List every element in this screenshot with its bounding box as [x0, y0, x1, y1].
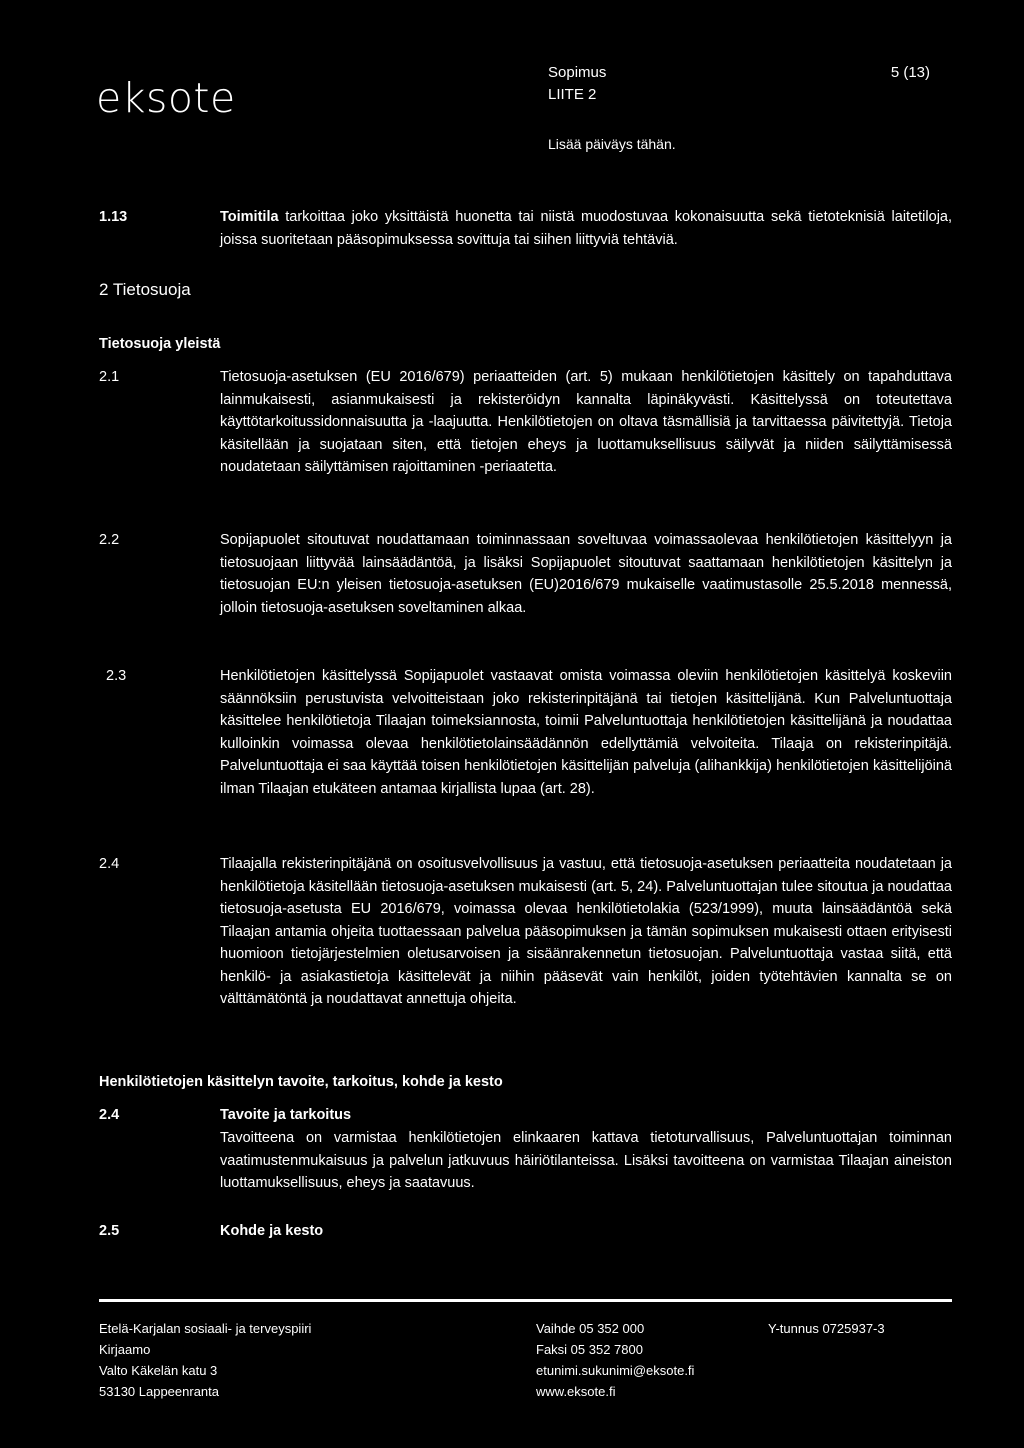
footer-email[interactable]: etunimi.sukunimi@eksote.fi	[536, 1363, 695, 1378]
footer-street: Valto Käkelän katu 3	[99, 1363, 218, 1378]
item-number: 2.2	[99, 532, 120, 548]
footer-business-id: Y-tunnus 0725937-3	[768, 1321, 885, 1336]
section-heading: Tietosuoja yleistä	[99, 336, 221, 352]
item-number: 2.3	[106, 668, 127, 684]
item-number: 2.4	[99, 856, 120, 872]
subsection-number: 2.4	[99, 1107, 120, 1123]
appendix-label: LIITE 2	[548, 86, 597, 103]
subsection-paragraph: Tavoitteena on varmistaa henkilötietojen elinkaaren kattava tietoturvallisuus, Palveluntuottajan toiminnan vaatimustenmukaisuus ja palvelun jatkuvuus häiriötilanteissa. Lisäksi tavoitteena on varmistaa Tilaajan aineiston luottamuksellisuus, eheys ja saatavuus.	[220, 1130, 952, 1191]
footer-divider	[99, 1299, 952, 1302]
date-placeholder: Lisää päiväys tähän.	[548, 136, 676, 152]
footer-website[interactable]: www.eksote.fi	[536, 1384, 616, 1399]
section-paragraph	[220, 206, 952, 251]
item-paragraph: Tilaajalla rekisterinpitäjänä on osoitusvelvollisuus ja vastuu, että tietosuoja-asetuksen periaatteita noudatetaan ja henkilötietoja käsitellään tietosuoja-asetuksen mukaisesti (art. 5, 24). Palveluntuottajan tulee sitoutua ja noudattaa tietosuoja-asetusta EU 2016/679, voimassa olevaa henkilötietolakia (523/1999), muuta lainsäädäntöä sekä Tilaajan antamia ohjeita tuottaessaan palvelua pääsopimuksen ja tämän sopimuksen mukaisesti ottaen erityisesti huomioon tietojärjestelmien oletusarvoisen ja sisäänrakennetun tietosuojan. Palveluntuottaja vastaa siitä, että henkilö- ja asiakastietoja käsittelevät ja niihin pääsevät vain henkilöt, joiden työtehtävien kannalta se on välttämätöntä ja noudattavat annettuja ohjeita.	[220, 856, 952, 1007]
chapter-title: 2 Tietosuoja	[99, 280, 191, 299]
eksote-logo: eksote	[96, 74, 236, 122]
item-paragraph: Sopijapuolet sitoutuvat noudattamaan toiminnassaan soveltuvaa voimassaolevaa henkilötietojen käsittelyyn ja tietosuojaan liittyvää lainsäädäntöä, ja lisäksi Sopijapuolet sitoutuvat saattamaan henkilötietojen käsittelyn ja tietosuojan EU:n yleisen tietosuoja-asetuksen (EU)2016/679 mukaiselle vaatimustasolle 25.5.2018 mennessä, jolloin tietosuoja-asetuksen soveltaminen alkaa.	[220, 532, 952, 616]
footer-fax: Faksi 05 352 7800	[536, 1342, 643, 1357]
item-paragraph: Tietosuoja-asetuksen (EU 2016/679) periaatteiden (art. 5) mukaan henkilötietojen käsittely on tapahduttava lainmukaisesti, asianmukaisesti ja rekisteröidyn kannalta läpinäkyvästi. Käsittelyssä on toteutettava käyttötarkoitussidonnaisuutta ja -laajuutta. Henkilötietojen on oltava täsmällisiä ja tarvittaessa päivitettyjä. Tietoja käsitellään ja suojataan siten, että tietojen eheys ja luottamuksellisuus säilyvät ja niiden säilyttämisessä noudatetaan säilyttämisen rajoittaminen -periaatetta.	[220, 369, 952, 475]
page-number: 5 (13)	[890, 64, 930, 81]
section-heading: Henkilötietojen käsittelyn tavoite, tarkoitus, kohde ja kesto	[99, 1074, 503, 1090]
document-type: Sopimus	[548, 64, 607, 81]
footer-office: Kirjaamo	[99, 1342, 151, 1357]
footer-postal: 53130 Lappeenranta	[99, 1384, 220, 1399]
defined-term: Toimitila	[220, 209, 279, 225]
subsection-title: Kohde ja kesto	[220, 1223, 324, 1239]
item-paragraph: Henkilötietojen käsittelyssä Sopijapuolet vastaavat omista voimassa oleviin henkilötietojen käsittelyä koskeviin säännöksiin perustuvista velvoitteistaan joko rekisterinpitäjänä tai tietojen käsittelijänä. Kun Palveluntuottaja käsittelee henkilötietoja Tilaajan toimeksiannosta, toimii Palveluntuottaja henkilötietojen käsittelijänä ja noudattaa kulloinkin voimassa olevaa henkilötietolainsäädännön edellyttämiä velvoiteita. Tilaaja on rekisterinpitäjä. Palveluntuottaja ei saa käyttää toisen henkilötietojen käsittelijän palveluja (alihankkija) henkilötietojen käsittelijöinä ilman Tilaajan etukäteen antamaa kirjallista lupaa (art. 28).	[220, 668, 952, 797]
subsection-title: Tavoite ja tarkoitus	[220, 1107, 352, 1123]
footer-phone: Vaihde 05 352 000	[536, 1321, 645, 1336]
item-number: 2.1	[99, 369, 120, 385]
subsection-number: 2.5	[99, 1223, 120, 1239]
definition-text: tarkoittaa joko yksittäistä huonetta tai niistä muodostuvaa kokonaisuutta sekä tietoteknisiä laitetiloja, joissa suoritetaan pääsopimuksessa sovittuja tai siihen liittyviä tehtäviä.	[220, 209, 953, 248]
footer-org-name: Etelä-Karjalan sosiaali- ja terveyspiiri	[99, 1321, 312, 1336]
section-number: 1.13	[99, 209, 128, 225]
